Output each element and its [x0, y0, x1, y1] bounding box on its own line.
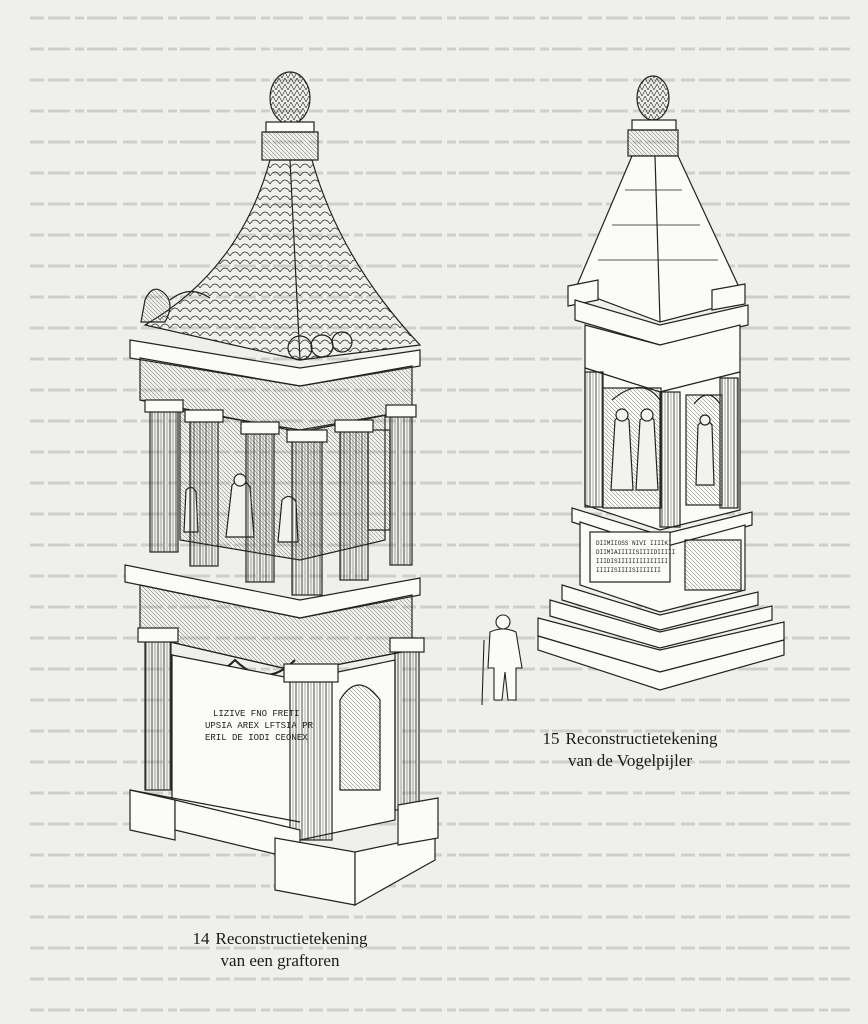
figure-14-grave-tower — [125, 72, 438, 905]
inscription-line: DIIMIIOSS NIVI IIIIKI — [596, 540, 672, 547]
caption-title: Reconstructietekening — [215, 929, 368, 948]
inscription-line: DIIMIAIIIIISIIIIDIIIII — [596, 549, 676, 556]
figure-number: 15 — [542, 729, 560, 748]
inscription-line: IIIIISIIIISIIIIIII — [596, 567, 661, 574]
caption-subtitle: van een graftoren — [220, 951, 340, 970]
caption-figure-15 — [530, 728, 730, 772]
inscription-line: UPSIA AREX LFTSIA PR — [205, 721, 314, 731]
caption-title: Reconstructietekening — [565, 729, 718, 748]
caption-subtitle: van de Vogelpijler — [567, 751, 692, 770]
grave-tower-inscription — [205, 709, 314, 743]
figure-number: 14 — [192, 929, 210, 948]
inscription-line: IIIDISIIIIIIIIIIIIII — [596, 558, 669, 565]
scale-human-figure — [482, 615, 522, 705]
figure-15-vogelpijler — [538, 76, 784, 690]
scaled-roof — [145, 160, 420, 360]
inscription-line: ERIL DE IODI CEONEX — [205, 733, 308, 743]
caption-figure-14 — [150, 928, 410, 972]
pinecone-finial — [637, 76, 669, 120]
pinecone-finial — [270, 72, 310, 124]
inscription-line: LIZIVE FNO FRETI — [213, 709, 300, 719]
